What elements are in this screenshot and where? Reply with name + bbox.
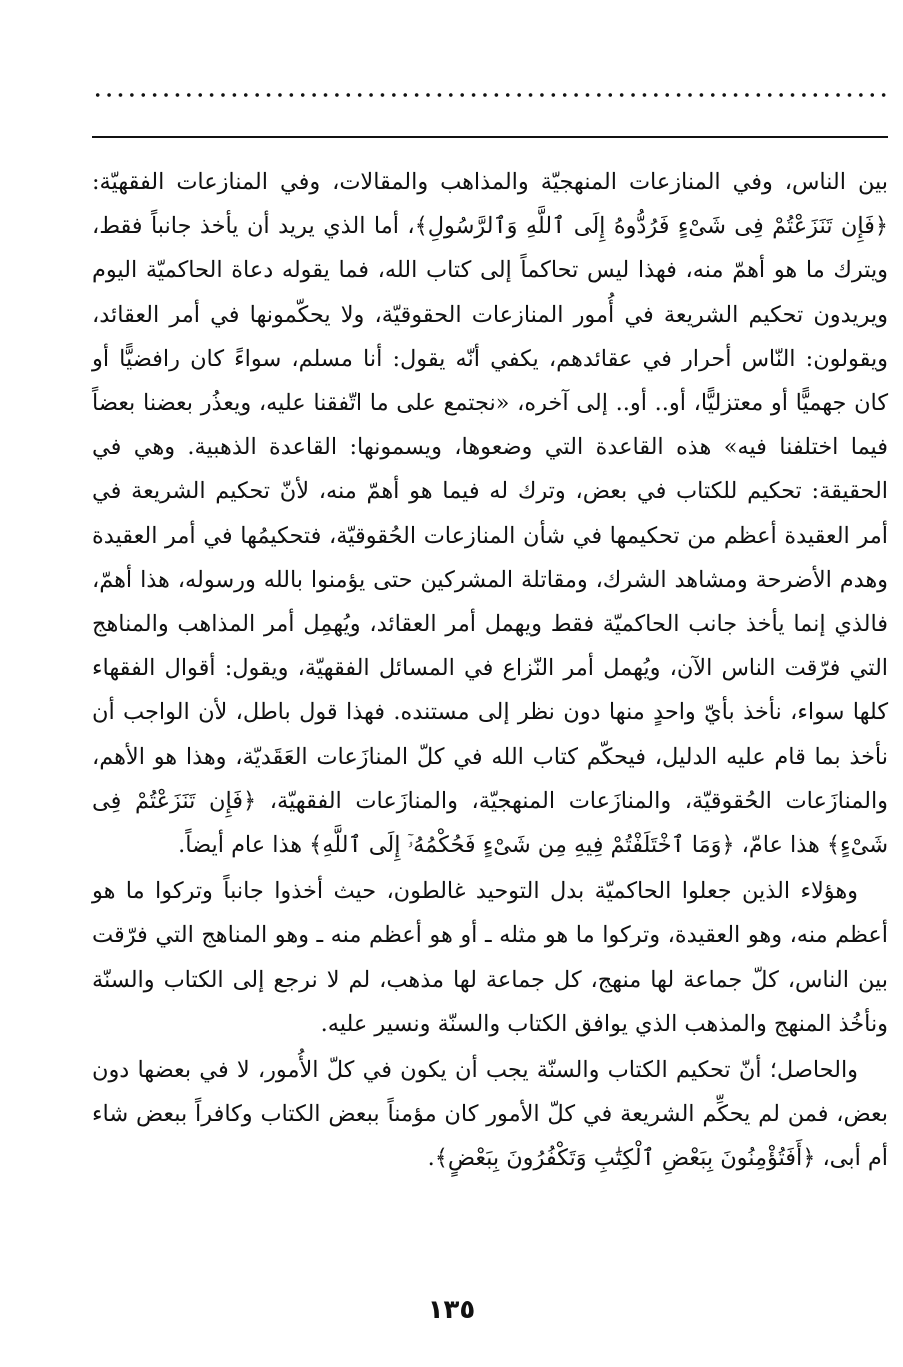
page-body [92, 160, 888, 1181]
page-number: ١٣٥ [427, 1295, 476, 1325]
paragraph-1: بين الناس، وفي المنازعات المنهجيّة والمذاهب والمقالات، وفي المنازعات الفقهيّة: ﴿فَإِن تَنَزَعْتُمْ فِى شَىْءٍ فَرُدُّوهُ إِلَى ٱللَّهِ وَٱلرَّسُولِ﴾، أما الذي يريد أن يأخذ جانباً فقط، ويترك ما هو أهمّ منه، فهذا ليس تحاكماً إلى كتاب الله، فما يقوله دعاة الحاكميّة اليوم ويريدون تحكيم الشريعة في أُمور المنازعات الحقوقيّة، ولا يحكّمونها في أمر العقائد، ويقولون: النّاس أحرار في عقائدهم، يكفي أنّه يقول: أنا مسلم، سواءً كان رافضيًّا أو كان جهميًّا أو معتزليًّا، أو.. أو.. إلى آخره، «نجتمع على ما اتّفقنا عليه، ويعذُر بعضنا بعضاً فيما اختلفنا فيه» هذه القاعدة التي وضعوها، ويسمونها: القاعدة الذهبية. وهي في الحقيقة: تحكيم للكتاب في بعض، وترك له فيما هو أهمّ منه، لأنّ تحكيم الشريعة في أمر العقيدة أعظم من تحكيمها في شأن المنازعات الحُقوقيّة، فتحكيمُها في أمر العقيدة وهدم الأضرحة ومشاهد الشرك، ومقاتلة المشركين حتى يؤمنوا بالله ورسوله، هذا أهمّ، فالذي إنما يأخذ جانب الحاكميّة فقط ويهمل أمر العقائد، ويُهمِل أمر المذاهب والمناهج التي فرّقت الناس الآن، ويُهمل أمر النّزاع في المسائل الفقهيّة، ويقول: أقوال الفقهاء كلها سواء، نأخذ بأيّ واحدٍ منها دون نظر إلى مستنده. فهذا قول باطل، لأن الواجب أن نأخذ بما قام عليه الدليل، فيحكّم كتاب الله في كلّ المنازَعات العَقَديّة، وهذا هو الأهم، والمنازَعات الحُقوقيّة، والمنازَعات المنهجيّة، والمنازَعات الفقهيّة، ﴿فَإِن تَنَزَعْتُمْ فِى شَىْءٍ﴾ هذا عامّ، ﴿وَمَا ٱخْتَلَفْتُمْ فِيهِ مِن شَىْءٍ فَحُكْمُهُۥٓ إِلَى ٱللَّهِ﴾ هذا عام أيضاً. [92, 169, 888, 859]
header-dotted-line [92, 88, 888, 102]
header-rule [92, 136, 888, 138]
paragraph-3: والحاصل؛ أنّ تحكيم الكتاب والسنّة يجب أن يكون في كلّ الأُمور، لا في بعضها دون بعض، فمن لم يحكِّم الشريعة في كلّ الأمور كان مؤمناً ببعض الكتاب وكافراً ببعض شاء أم أبى، ﴿أَفَتُؤْمِنُونَ بِبَعْضِ ٱلْكِتَٰبِ وَتَكْفُرُونَ بِبَعْضٍ﴾. [92, 1057, 888, 1172]
paragraph-2: وهؤلاء الذين جعلوا الحاكميّة بدل التوحيد غالطون، حيث أخذوا جانباً وتركوا ما هو أعظم منه، وهو العقيدة، وتركوا ما هو مثله ـ أو هو أعظم منه ـ وهو المناهج التي فرّقت بين الناس، كلّ جماعة لها منهج، كل جماعة لها مذهب، لم لا نرجع إلى الكتاب والسنّة ونأخُذ المنهج والمذهب الذي يوافق الكتاب والسنّة ونسير عليه. [92, 878, 888, 1037]
